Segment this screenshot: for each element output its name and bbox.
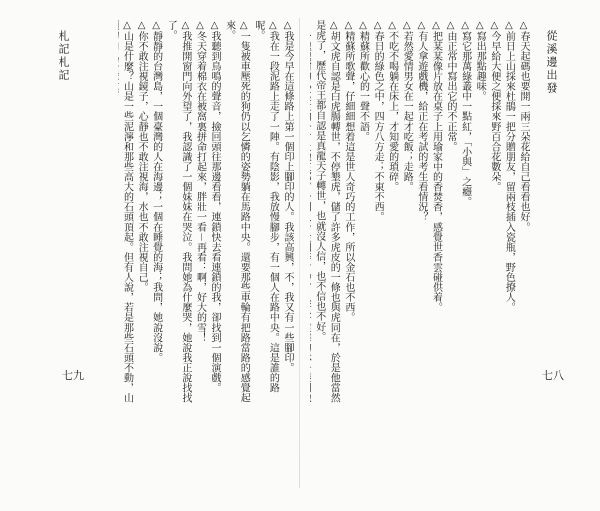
paragraph: △我是今早在這條路上第一個印上腳印的人。我該高興，不，我又有一些腳印。 [282, 20, 293, 373]
running-header: 札記札記 [57, 30, 70, 82]
paragraph: △山是什麼？山是一些泥濘和那些高大的石頭頂起。但有人說，若是那些石頭不動，山 [121, 20, 133, 403]
paragraph: △春日的綠色之中，四方八方走；不東不西。 [372, 20, 384, 222]
paragraph: △靜靜的台灣島，一個臺灣的人在海邊；一個在睡覺的海；我問，她說沒說。 [150, 20, 162, 363]
paragraph: △若然愛情男女在一起才吃飯；走路。 [401, 20, 413, 192]
paragraph: △今早給大便之便採來野百合花數朵。 [488, 20, 500, 192]
paragraph: △我推開窗門向外望了，我認識了一個妹妹在哭泣。我問她為什麼哭，她說我正說找找了。 [165, 20, 191, 403]
paragraph: △寫它那萬綠叢中一點紅，「小與」之癮。 [459, 20, 471, 207]
page-body [310, 20, 530, 405]
paragraph: △由正常中寫出它的不正常。 [445, 20, 457, 152]
paragraph: △春天起碼也要開一兩三朵花給自己看看也好。 [518, 20, 529, 233]
right-page [300, 0, 600, 511]
paragraph: △把某某像片放在桌子上用瑜家中的香焚香，感覺世香雲碰供着。 [430, 20, 442, 313]
page-number: 七九 [62, 369, 84, 382]
paragraph: △胡文虎自認是白虎腸轉世，不停墾虎，儲了許多虎皮的一條也與虎同在，於是他當然是虎了，歷代帝王都自認是真龍天子轉世，也就沒人信，也不信也不好。 [313, 20, 340, 403]
paragraph: △精蘇所歡心的一聲不語。 [357, 20, 369, 142]
paragraph: △前日上山採來杜鵑一把分贈朋友，留兩枝插入瓷瓶，野色撩人。 [503, 20, 515, 313]
paragraph: △有人拿遊戲機，給正在考試的考生看情況？ [415, 20, 427, 222]
paragraph: △冬天穿着棉衣在被窩裏拼命打起來，胖壯一看－再看：啊，好大的雪！ [194, 20, 206, 343]
page-body [118, 20, 294, 405]
paragraph: △你不敢注視鏡子，心靜也不敢注視海，水也不敢注視自己。 [136, 20, 148, 293]
running-header: 從溪邊出發 [545, 30, 558, 95]
paragraph [310, 20, 311, 405]
paragraph: △我聽到鳥鳴的聲音，撿回頭往那邊看看，連鎖快去看連鎖的我，卻找到一個演戲。 [209, 20, 221, 393]
paragraph: △我在一段泥路上走了一陣。有陰影，我放慢腳步，有一個人在路中央。這是誰的路呢。 [252, 20, 279, 393]
paragraph: △精蘇所歌聲，仔細細想着這是世人奇巧的工作，所以金石也不西。 [342, 20, 354, 323]
page-number: 七八 [542, 369, 564, 382]
paragraph: △不吃不喝躺在床上，才知愛的瑣碎。 [386, 20, 398, 192]
paragraph: △寫出那點趣味。 [474, 20, 486, 102]
paragraph: △一隻被車壓死的狗仍以乞憐的姿勢躺在馬路中央。還要那些車輪有把路當路的感覺起來。 [223, 20, 250, 403]
